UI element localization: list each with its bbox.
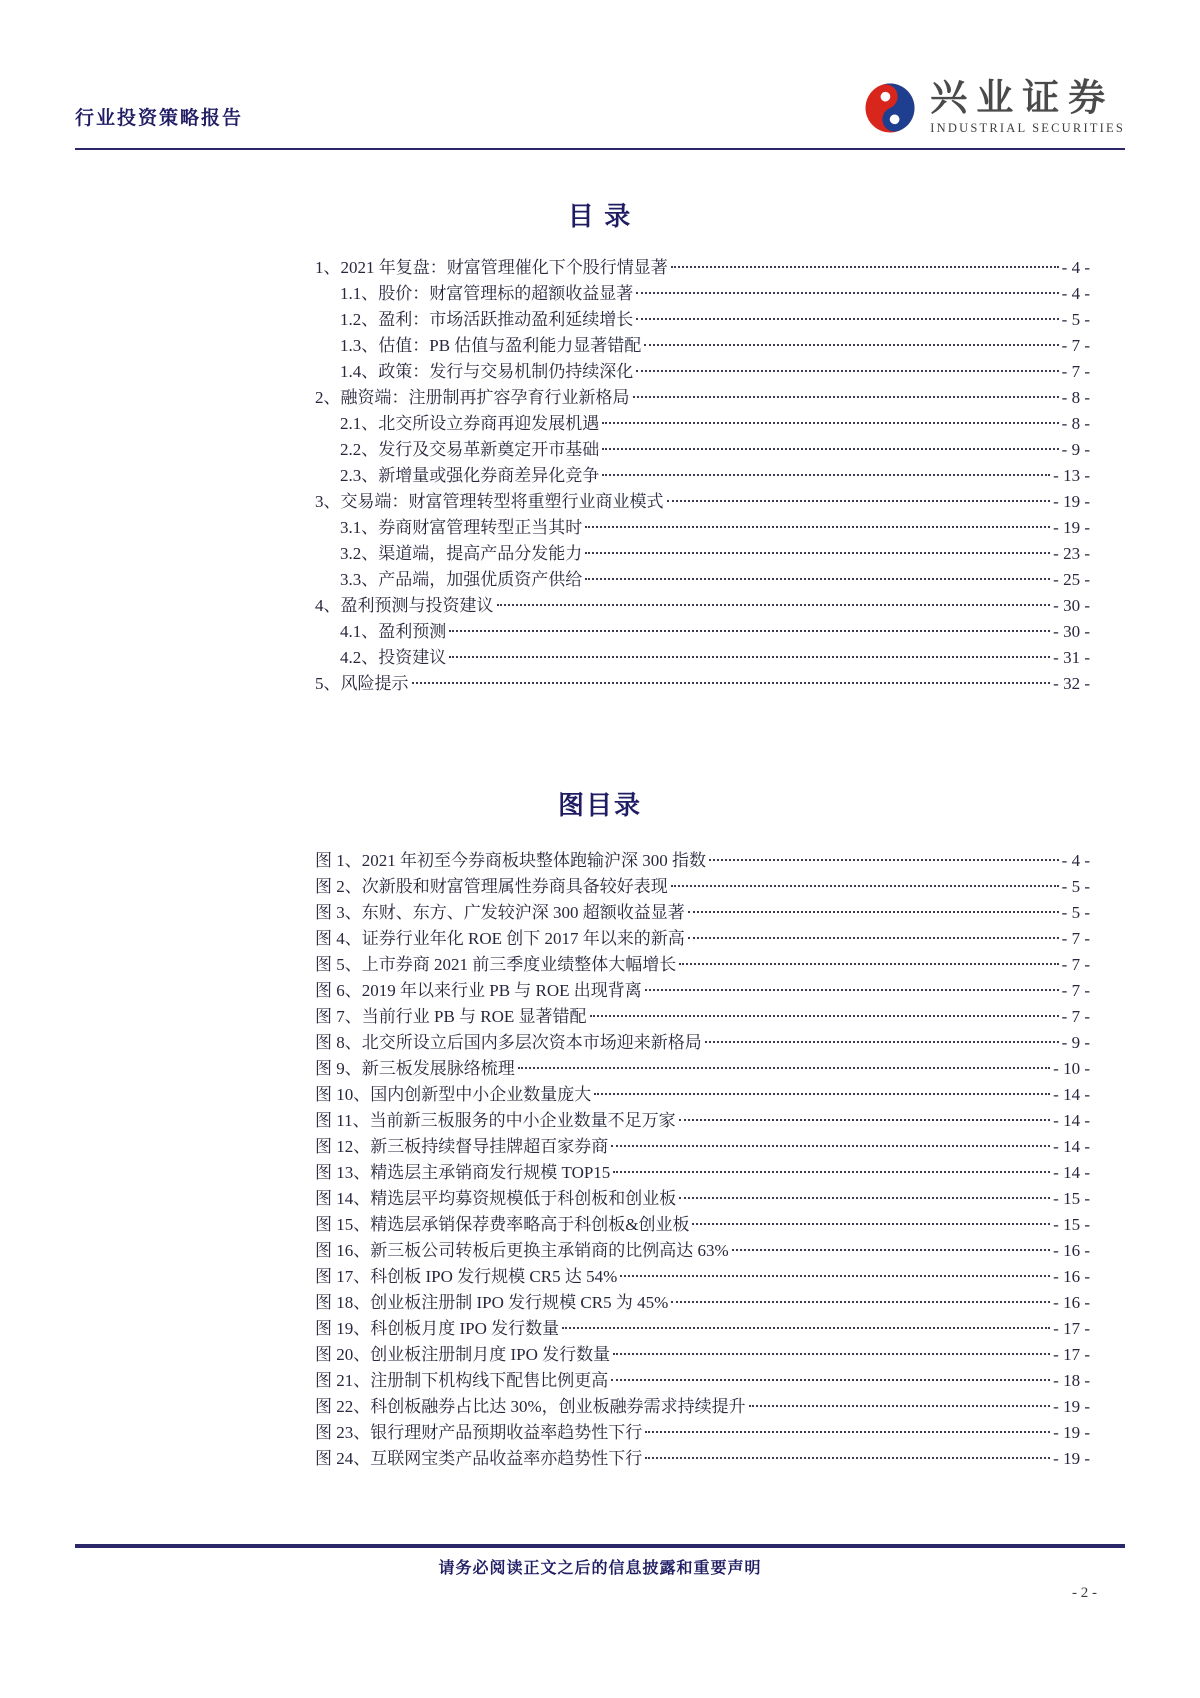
figure-entry — [315, 1030, 1090, 1056]
figure-entry-label: 图 5、上市券商 2021 前三季度业绩整体大幅增长 — [315, 955, 677, 974]
dot-leader — [644, 344, 1058, 346]
dot-leader — [679, 1197, 1050, 1199]
page-footer — [75, 1544, 1125, 1602]
toc-entry-label: 3.1、券商财富管理转型正当其时 — [340, 518, 583, 537]
figure-entry-page: - 15 - — [1053, 1215, 1090, 1234]
figure-entry-page: - 17 - — [1053, 1319, 1090, 1338]
toc-entry-label: 2.1、北交所设立券商再迎发展机遇 — [340, 414, 600, 433]
dot-leader — [749, 1405, 1051, 1407]
figure-entry-label: 图 20、创业板注册制月度 IPO 发行数量 — [315, 1345, 611, 1364]
figure-entry-label: 图 8、北交所设立后国内多层次资本市场迎来新格局 — [315, 1033, 702, 1052]
figure-entry-label: 图 16、新三板公司转板后更换主承销商的比例高达 63% — [315, 1241, 729, 1260]
figure-entry — [315, 1186, 1090, 1212]
dot-leader — [633, 396, 1059, 398]
figure-entry-page: - 14 - — [1053, 1111, 1090, 1130]
toc-entry — [315, 281, 1090, 307]
figure-entry — [315, 1420, 1090, 1446]
toc-entry-label: 4.1、盈利预测 — [340, 622, 447, 641]
toc-entry-page: - 8 - — [1061, 414, 1090, 433]
figure-entry-label: 图 17、科创板 IPO 发行规模 CR5 达 54% — [315, 1267, 618, 1286]
dot-leader — [679, 1119, 1051, 1121]
dot-leader — [636, 318, 1058, 320]
figure-entry-page: - 5 - — [1061, 903, 1090, 922]
toc-entry-label: 4、盈利预测与投资建议 — [315, 596, 494, 615]
figure-entry-label: 图 22、科创板融券占比达 30%，创业板融券需求持续提升 — [315, 1397, 746, 1416]
figure-entry — [315, 900, 1090, 926]
toc-entry — [315, 541, 1090, 567]
toc-entry-label: 3.3、产品端，加强优质资产供给 — [340, 570, 583, 589]
toc-entry — [315, 255, 1090, 281]
dot-leader — [688, 911, 1059, 913]
toc-entry-page: - 23 - — [1053, 544, 1090, 563]
toc-entry — [315, 567, 1090, 593]
toc-entry-page: - 30 - — [1053, 622, 1090, 641]
brand-name-cn: 兴业证券 — [930, 78, 1115, 120]
toc-entry-label: 2、融资端：注册制再扩容孕育行业新格局 — [315, 388, 630, 407]
dot-leader — [679, 963, 1058, 965]
dot-leader — [645, 1431, 1050, 1433]
dot-leader — [667, 500, 1051, 502]
figure-entry-page: - 16 - — [1053, 1241, 1090, 1260]
toc-entry — [315, 619, 1090, 645]
figure-entry-label: 图 14、精选层平均募资规模低于科创板和创业板 — [315, 1189, 677, 1208]
figure-entry — [315, 1108, 1090, 1134]
figure-entry — [315, 1134, 1090, 1160]
dot-leader — [645, 989, 1059, 991]
brand-logo — [862, 80, 1125, 136]
toc-entry — [315, 489, 1090, 515]
dot-leader — [412, 682, 1051, 684]
figure-entry — [315, 1082, 1090, 1108]
dot-leader — [732, 1249, 1051, 1251]
figure-entry — [315, 978, 1090, 1004]
dot-leader — [611, 1145, 1050, 1147]
figure-entry-label: 图 18、创业板注册制 IPO 发行规模 CR5 为 45% — [315, 1293, 669, 1312]
dot-leader — [594, 1093, 1050, 1095]
toc-entry — [315, 411, 1090, 437]
dot-leader — [671, 1301, 1050, 1303]
industrial-securities-logo-icon — [862, 80, 918, 136]
footer-divider — [75, 1544, 1125, 1548]
figure-entry-label: 图 23、银行理财产品预期收益率趋势性下行 — [315, 1423, 643, 1442]
toc-entry-label: 1.3、估值：PB 估值与盈利能力显著错配 — [340, 336, 642, 355]
toc-entry-label: 1、2021 年复盘：财富管理催化下个股行情显著 — [315, 258, 668, 277]
figure-entry-label: 图 4、证券行业年化 ROE 创下 2017 年以来的新高 — [315, 929, 685, 948]
figure-entry — [315, 1290, 1090, 1316]
dot-leader — [613, 1353, 1050, 1355]
figure-entry-label: 图 7、当前行业 PB 与 ROE 显著错配 — [315, 1007, 587, 1026]
dot-leader — [562, 1327, 1050, 1329]
figure-entry — [315, 874, 1090, 900]
toc-entry-label: 5、风险提示 — [315, 674, 409, 693]
dot-leader — [688, 937, 1059, 939]
toc-title: 目 录 — [567, 202, 633, 231]
toc-entry — [315, 671, 1090, 697]
figure-entry — [315, 1316, 1090, 1342]
figure-entry-label: 图 12、新三板持续督导挂牌超百家券商 — [315, 1137, 609, 1156]
figures-title: 图目录 — [557, 791, 642, 820]
dot-leader — [636, 370, 1058, 372]
toc-entry-page: - 19 - — [1053, 518, 1090, 537]
figure-entry-label: 图 21、注册制下机构线下配售比例更高 — [315, 1371, 609, 1390]
dot-leader — [585, 526, 1050, 528]
figure-entry-label: 图 24、互联网宝类产品收益率亦趋势性下行 — [315, 1449, 643, 1468]
dot-leader — [602, 448, 1058, 450]
figure-entry-page: - 7 - — [1061, 955, 1090, 974]
toc-entry — [315, 307, 1090, 333]
figure-entry — [315, 1238, 1090, 1264]
toc-entry-label: 4.2、投资建议 — [340, 648, 447, 667]
figure-entry-page: - 9 - — [1061, 1033, 1090, 1052]
dot-leader — [645, 1457, 1050, 1459]
dot-leader — [518, 1067, 1050, 1069]
figure-entry — [315, 1394, 1090, 1420]
figure-entry — [315, 1446, 1090, 1472]
figure-entry-label: 图 10、国内创新型中小企业数量庞大 — [315, 1085, 592, 1104]
figure-entry — [315, 926, 1090, 952]
toc-entry — [315, 437, 1090, 463]
dot-leader — [636, 292, 1058, 294]
toc-entry — [315, 463, 1090, 489]
toc-entry-page: - 32 - — [1053, 674, 1090, 693]
figure-entry-label: 图 6、2019 年以来行业 PB 与 ROE 出现背离 — [315, 981, 642, 1000]
dot-leader — [585, 552, 1050, 554]
figure-entry — [315, 1004, 1090, 1030]
figure-entry-page: - 7 - — [1061, 1007, 1090, 1026]
page-header — [75, 0, 1125, 136]
figure-entry-label: 图 2、次新股和财富管理属性券商具备较好表现 — [315, 877, 668, 896]
figure-entry-page: - 7 - — [1061, 981, 1090, 1000]
figure-entry-label: 图 11、当前新三板服务的中小企业数量不足万家 — [315, 1111, 676, 1130]
figure-entry — [315, 1368, 1090, 1394]
dot-leader — [671, 266, 1059, 268]
toc-entry — [315, 593, 1090, 619]
toc-entry-label: 1.2、盈利：市场活跃推动盈利延续增长 — [340, 310, 634, 329]
toc-entry — [315, 645, 1090, 671]
footer-disclaimer: 请务必阅读正文之后的信息披露和重要声明 — [438, 1560, 762, 1577]
toc-entry-label: 3、交易端：财富管理转型将重塑行业商业模式 — [315, 492, 664, 511]
figure-entry-label: 图 1、2021 年初至今券商板块整体跑输沪深 300 指数 — [315, 851, 706, 870]
toc-entry-page: - 25 - — [1053, 570, 1090, 589]
figure-entry — [315, 1342, 1090, 1368]
dot-leader — [449, 630, 1050, 632]
toc-entry-page: - 7 - — [1061, 362, 1090, 381]
dot-leader — [602, 422, 1058, 424]
toc-entry-label: 1.4、政策：发行与交易机制仍持续深化 — [340, 362, 634, 381]
toc-entry-page: - 8 - — [1061, 388, 1090, 407]
figure-entry-page: - 14 - — [1053, 1163, 1090, 1182]
toc-entry-page: - 30 - — [1053, 596, 1090, 615]
header-divider — [75, 148, 1125, 150]
toc-entry-label: 2.2、发行及交易革新奠定开市基础 — [340, 440, 600, 459]
dot-leader — [585, 578, 1050, 580]
toc-entry-page: - 5 - — [1061, 310, 1090, 329]
dot-leader — [449, 656, 1050, 658]
figure-entry — [315, 952, 1090, 978]
figure-entry — [315, 848, 1090, 874]
dot-leader — [692, 1223, 1050, 1225]
dot-leader — [590, 1015, 1059, 1017]
toc-list — [315, 255, 1090, 697]
figure-entry-page: - 16 - — [1053, 1267, 1090, 1286]
figure-entry-page: - 10 - — [1053, 1059, 1090, 1078]
figure-entry-page: - 16 - — [1053, 1293, 1090, 1312]
figure-entry-page: - 5 - — [1061, 877, 1090, 896]
figure-entry-page: - 14 - — [1053, 1137, 1090, 1156]
figure-entry — [315, 1160, 1090, 1186]
figure-entry-page: - 18 - — [1053, 1371, 1090, 1390]
figure-entry-page: - 15 - — [1053, 1189, 1090, 1208]
figure-entry-page: - 19 - — [1053, 1449, 1090, 1468]
dot-leader — [671, 885, 1059, 887]
toc-entry-page: - 9 - — [1061, 440, 1090, 459]
toc-entry-label: 1.1、股价：财富管理标的超额收益显著 — [340, 284, 634, 303]
toc-entry — [315, 385, 1090, 411]
figure-entry — [315, 1264, 1090, 1290]
figure-entry-page: - 17 - — [1053, 1345, 1090, 1364]
toc-entry — [315, 515, 1090, 541]
figure-entry-page: - 7 - — [1061, 929, 1090, 948]
brand-name-en: INDUSTRIAL SECURITIES — [930, 120, 1125, 135]
figure-entry-page: - 19 - — [1053, 1397, 1090, 1416]
toc-entry-page: - 4 - — [1061, 258, 1090, 277]
toc-entry-page: - 7 - — [1061, 336, 1090, 355]
dot-leader — [620, 1275, 1050, 1277]
dot-leader — [611, 1379, 1050, 1381]
figure-entry-page: - 14 - — [1053, 1085, 1090, 1104]
toc-entry-label: 2.3、新增量或强化券商差异化竞争 — [340, 466, 600, 485]
figure-entry-page: - 19 - — [1053, 1423, 1090, 1442]
figure-entry-label: 图 15、精选层承销保荐费率略高于科创板&创业板 — [315, 1215, 690, 1234]
figure-entry-label: 图 13、精选层主承销商发行规模 TOP15 — [315, 1163, 611, 1182]
dot-leader — [497, 604, 1051, 606]
figure-entry-label: 图 3、东财、东方、广发较沪深 300 超额收益显著 — [315, 903, 685, 922]
report-type-label: 行业投资策略报告 — [75, 108, 244, 129]
page-number: - 2 - — [1072, 1585, 1097, 1601]
toc-entry — [315, 333, 1090, 359]
dot-leader — [602, 474, 1050, 476]
toc-entry-page: - 4 - — [1061, 284, 1090, 303]
toc-entry-page: - 31 - — [1053, 648, 1090, 667]
figures-list — [315, 848, 1090, 1472]
dot-leader — [613, 1171, 1050, 1173]
figure-entry-label: 图 19、科创板月度 IPO 发行数量 — [315, 1319, 560, 1338]
figure-entry — [315, 1212, 1090, 1238]
brand-text — [930, 80, 1125, 136]
figure-entry-page: - 4 - — [1061, 851, 1090, 870]
figure-entry — [315, 1056, 1090, 1082]
dot-leader — [705, 1041, 1059, 1043]
toc-entry-page: - 19 - — [1053, 492, 1090, 511]
figure-entry-label: 图 9、新三板发展脉络梳理 — [315, 1059, 515, 1078]
toc-entry-page: - 13 - — [1053, 466, 1090, 485]
toc-entry — [315, 359, 1090, 385]
toc-entry-label: 3.2、渠道端，提高产品分发能力 — [340, 544, 583, 563]
dot-leader — [709, 859, 1059, 861]
